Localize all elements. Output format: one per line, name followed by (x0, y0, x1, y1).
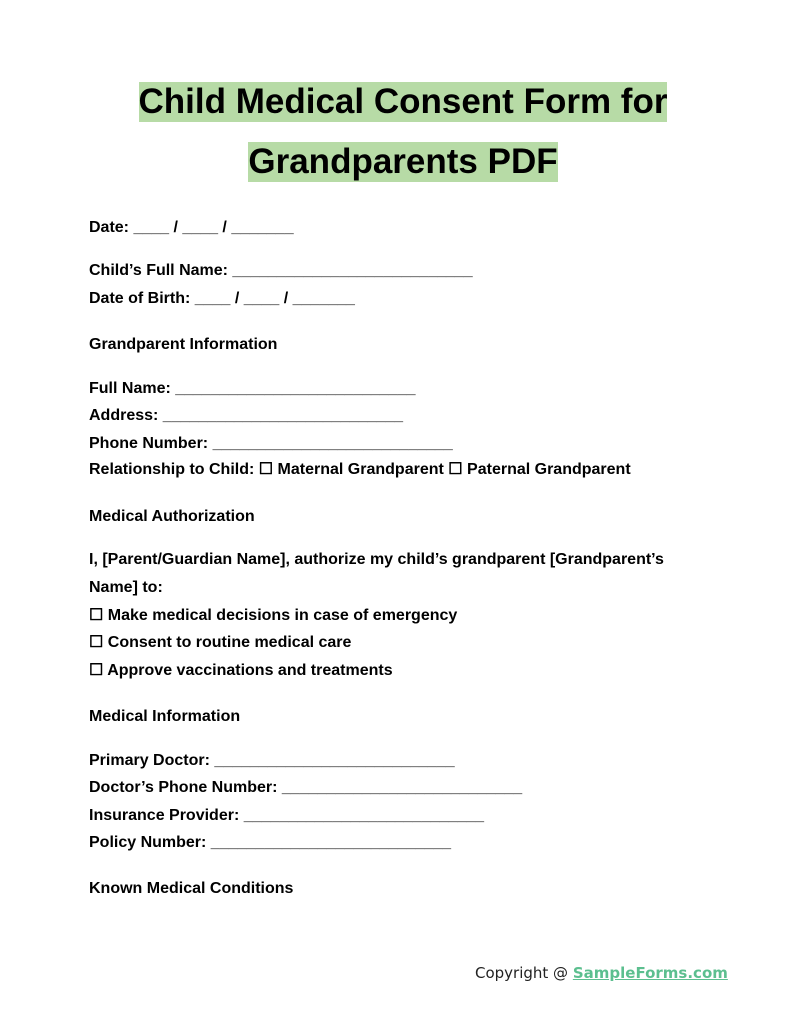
sampleforms-link[interactable]: SampleForms.com (572, 964, 728, 982)
date-field: Date: ____ / ____ / _______ (89, 219, 294, 236)
authorization-option-vaccinations: ☐ Approve vaccinations and treatments (89, 662, 393, 679)
authorization-option-routine-care: ☐ Consent to routine medical care (89, 634, 352, 651)
copyright-footer (475, 963, 728, 983)
known-medical-conditions-heading: Known Medical Conditions (89, 880, 294, 897)
dob-field: Date of Birth: ____ / ____ / _______ (89, 290, 355, 307)
document-title-line-1: Child Medical Consent Form for (138, 82, 668, 121)
title-row-2 (0, 142, 806, 182)
copyright-prefix: Copyright @ (475, 964, 573, 982)
grandparent-info-heading: Grandparent Information (89, 336, 278, 353)
authorization-statement-line-2: Name] to: (89, 579, 163, 596)
grandparent-address-field: Address: ___________________________ (89, 407, 404, 424)
relationship-field: Relationship to Child: ☐ Maternal Grandparent ☐ Paternal Grandparent (89, 461, 631, 478)
title-row-1 (0, 82, 806, 122)
grandparent-full-name-field: Full Name: ___________________________ (89, 380, 416, 397)
medical-information-heading: Medical Information (89, 708, 241, 725)
document-title-line-2: Grandparents PDF (248, 142, 558, 181)
child-name-field: Child’s Full Name: ___________________________ (89, 262, 473, 279)
authorization-option-emergency: ☐ Make medical decisions in case of emergency (89, 607, 458, 624)
policy-number-field: Policy Number: ___________________________ (89, 834, 452, 851)
authorization-statement-line-1: I, [Parent/Guardian Name], authorize my child’s grandparent [Grandparent’s (89, 551, 664, 568)
medical-authorization-heading: Medical Authorization (89, 508, 255, 525)
grandparent-phone-field: Phone Number: ___________________________ (89, 435, 453, 452)
primary-doctor-field: Primary Doctor: ___________________________ (89, 752, 455, 769)
doctor-phone-field: Doctor’s Phone Number: ___________________________ (89, 779, 523, 796)
insurance-provider-field: Insurance Provider: ___________________________ (89, 807, 484, 824)
